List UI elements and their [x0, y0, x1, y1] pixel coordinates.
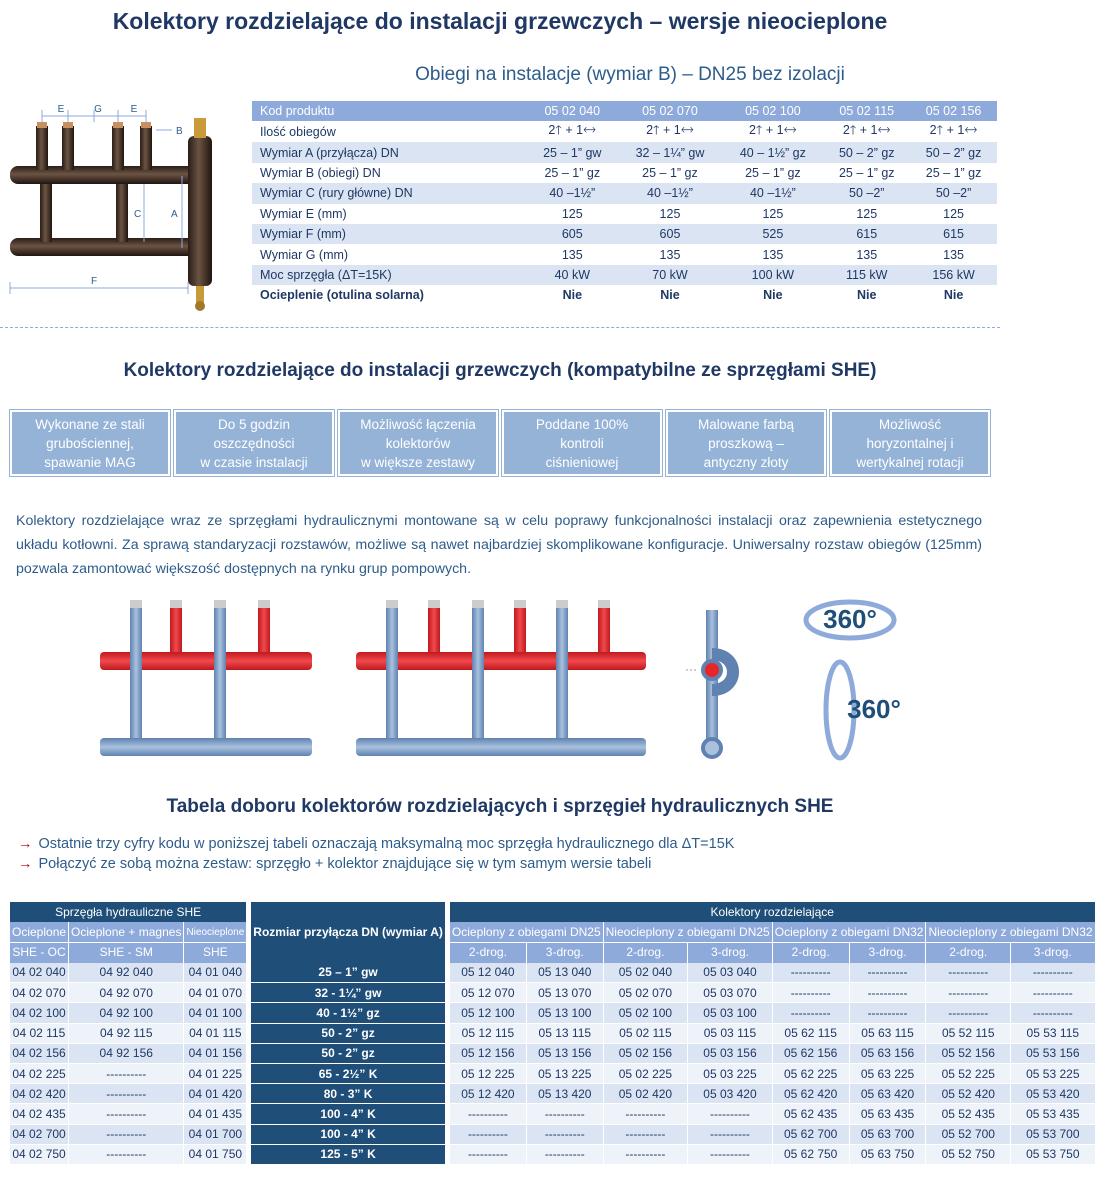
- table-cell: 05 02 040: [603, 963, 688, 983]
- table-cell: 05 03 070: [688, 983, 773, 1003]
- spec-cell: 2🡑 + 1🡘: [748, 123, 797, 138]
- coupler-column-header: Ocieplone + magnes: [69, 922, 184, 942]
- spec-cell: 100 kW: [722, 265, 823, 285]
- table-cell: 05 52 156: [926, 1043, 1011, 1063]
- collector-side-profile: [686, 610, 733, 757]
- spec-row-label: Moc sprzęgła (ΔT=15K): [252, 265, 527, 285]
- spec-row: [252, 265, 997, 285]
- table-cell: 04 02 435: [10, 1104, 69, 1124]
- collector-3way-schematic: [356, 600, 646, 756]
- table-cell: 05 02 156: [603, 1043, 688, 1063]
- table-cell: 05 13 100: [526, 1003, 603, 1023]
- spec-cell: 2🡑 + 1🡘: [646, 123, 694, 138]
- spec-cell: 2🡑 + 1🡘: [929, 123, 978, 138]
- table-cell: 04 01 115: [184, 1023, 247, 1043]
- table-cell: 05 62 700: [772, 1124, 849, 1144]
- dim-label-c: C: [134, 209, 142, 220]
- spec-header-label: Kod produktu: [252, 101, 527, 121]
- collector-schematics: [90, 590, 950, 780]
- spec-cell: 25 – 1” gz: [745, 165, 801, 180]
- table-cell: 05 52 420: [926, 1084, 1011, 1104]
- table-cell: ----------: [450, 1124, 527, 1144]
- way-subheader: 2-drog.: [772, 942, 849, 962]
- table-cell: 05 62 225: [772, 1064, 849, 1084]
- selection-header-row: [10, 942, 1095, 962]
- table-cell: 04 02 225: [10, 1064, 69, 1084]
- table-cell: 05 62 115: [772, 1023, 849, 1043]
- coupler-code-header: SHE - SM: [69, 942, 184, 962]
- table-cell: 04 02 040: [10, 963, 69, 983]
- spec-cell: 156 kW: [910, 265, 997, 285]
- table-cell: 05 52 225: [926, 1064, 1011, 1084]
- collector-column-header: Nieocieplony z obiegami DN32: [926, 922, 1095, 942]
- spec-cell: 25 – 1” gz: [544, 165, 601, 180]
- note-text: Połączyć ze sobą można zestaw: sprzęgło + kolektor znajdujące się w tym samym wersie tabeli: [38, 856, 652, 872]
- table-cell: ----------: [526, 1144, 603, 1164]
- table-row: [10, 963, 1095, 983]
- table-row: [10, 1124, 1095, 1144]
- way-subheader: 3-drog.: [688, 942, 773, 962]
- table-cell: ----------: [69, 1144, 184, 1164]
- table-row: [10, 1104, 1095, 1124]
- spec-cell: 40 –1½”: [618, 183, 723, 203]
- table-cell: 05 63 750: [849, 1144, 926, 1164]
- spec-row: [252, 183, 997, 203]
- table-row: [10, 983, 1095, 1003]
- table-cell: 05 63 420: [849, 1084, 926, 1104]
- dn-size-cell: 32 - 1¼” gw: [251, 983, 445, 1003]
- spec-cell: 125: [762, 206, 784, 221]
- spec-cell: Nie: [562, 288, 583, 303]
- table-cell: ----------: [849, 1003, 926, 1023]
- dn-size-cell: 100 - 4” K: [251, 1124, 445, 1144]
- dn-size-cell: 50 - 2” gz: [251, 1043, 445, 1063]
- dn-size-header: Rozmiar przyłącza DN (wymiar A): [251, 902, 445, 963]
- table-cell: 04 92 156: [69, 1043, 184, 1063]
- way-subheader: 3-drog.: [526, 942, 603, 962]
- group-header-couplers: Sprzęgła hydrauliczne SHE: [10, 902, 247, 922]
- table-cell: ----------: [1011, 963, 1096, 983]
- spec-cell: 70 kW: [618, 265, 723, 285]
- table-cell: ----------: [450, 1104, 527, 1124]
- collector-dimension-diagram: [6, 96, 242, 322]
- table-cell: 05 52 700: [926, 1124, 1011, 1144]
- table-cell: 05 02 100: [603, 1003, 688, 1023]
- spec-row: [252, 244, 997, 264]
- table-cell: 04 92 070: [69, 983, 184, 1003]
- table-cell: 05 63 156: [849, 1043, 926, 1063]
- rotation-label-vertical: 360°: [847, 694, 901, 724]
- table-cell: 04 01 700: [184, 1124, 247, 1144]
- spec-cell: 135: [561, 247, 583, 262]
- table-cell: 05 02 420: [603, 1084, 688, 1104]
- dn-size-cell: 50 - 2” gz: [251, 1023, 445, 1043]
- table-cell: 05 63 435: [849, 1104, 926, 1124]
- feature-box: Możliwość łączenia kolektorów w większe zestawy: [338, 410, 498, 476]
- spec-cell: Nie: [660, 288, 680, 303]
- table-cell: ----------: [69, 1064, 184, 1084]
- feature-box: Możliwość horyzontalnej i wertykalnej rotacji: [830, 410, 990, 476]
- table-cell: 05 12 040: [450, 963, 527, 983]
- table-cell: 05 63 700: [849, 1124, 926, 1144]
- table-cell: ----------: [526, 1124, 603, 1144]
- spec-cell: 40 – 1½” gz: [722, 142, 823, 162]
- table-cell: ----------: [603, 1104, 688, 1124]
- table-cell: 05 62 435: [772, 1104, 849, 1124]
- table-cell: 05 03 100: [688, 1003, 773, 1023]
- table-cell: ----------: [526, 1104, 603, 1124]
- table-cell: 04 01 040: [184, 963, 247, 983]
- spec-cell: 125: [856, 206, 878, 221]
- table-cell: ----------: [450, 1144, 527, 1164]
- feature-box: Malowane farbą proszkową – antyczny złoty: [666, 410, 826, 476]
- spec-row-label: Wymiar B (obiegi) DN: [260, 165, 381, 180]
- spec-cell: 125: [659, 206, 681, 221]
- table-row: [10, 1043, 1095, 1063]
- rotation-label-horizontal: 360°: [823, 604, 877, 634]
- table-cell: 04 01 435: [184, 1104, 247, 1124]
- table-cell: 05 03 040: [688, 963, 773, 983]
- spec-product-code: 05 02 156: [910, 101, 997, 121]
- spec-row-label: Ilość obiegów: [260, 124, 336, 139]
- dim-label-g: G: [94, 104, 102, 115]
- feature-box: Poddane 100% kontroli ciśnieniowej: [502, 410, 662, 476]
- spec-subtitle: Obiegi na instalacje (wymiar B) – DN25 bez izolacji: [415, 64, 845, 85]
- spec-cell: 2🡑 + 1🡘: [548, 123, 597, 138]
- spec-cell: 50 –2”: [910, 183, 997, 203]
- table-cell: ----------: [1011, 1003, 1096, 1023]
- table-cell: 05 63 225: [849, 1064, 926, 1084]
- table-cell: 05 02 225: [603, 1064, 688, 1084]
- spec-cell: 50 – 2” gz: [910, 142, 997, 162]
- spec-header-row: [252, 101, 997, 121]
- selection-table: [10, 902, 1096, 1165]
- spec-cell: 605: [618, 224, 723, 244]
- table-cell: 05 03 115: [688, 1023, 773, 1043]
- spec-cell: Nie: [857, 288, 877, 303]
- spec-row: [252, 204, 997, 224]
- dn-size-cell: 65 - 2½” K: [251, 1064, 445, 1084]
- dim-label-e-right: E: [130, 104, 138, 115]
- table-cell: 05 12 100: [450, 1003, 527, 1023]
- table-row: [10, 1144, 1095, 1164]
- table-cell: 05 53 115: [1011, 1023, 1096, 1043]
- dn-size-cell: 100 - 4” K: [251, 1104, 445, 1124]
- table-cell: 05 13 115: [526, 1023, 603, 1043]
- spec-cell: 25 – 1” gz: [838, 165, 895, 180]
- table-cell: 05 53 435: [1011, 1104, 1096, 1124]
- table-cell: 05 03 225: [688, 1064, 773, 1084]
- spec-cell: 605: [527, 224, 618, 244]
- table-cell: 05 62 750: [772, 1144, 849, 1164]
- dn-size-cell: 80 - 3” K: [251, 1084, 445, 1104]
- table-cell: ----------: [772, 983, 849, 1003]
- dim-label-b: B: [176, 126, 183, 137]
- spec-cell: 125: [561, 206, 583, 221]
- spec-cell: 50 –2”: [823, 183, 910, 203]
- table-cell: 05 62 420: [772, 1084, 849, 1104]
- table-cell: 05 03 420: [688, 1084, 773, 1104]
- selection-header-row: [10, 922, 1095, 942]
- spec-cell: 40 kW: [527, 265, 618, 285]
- collector-column-header: Ocieplony z obiegami DN25: [450, 922, 603, 942]
- collector-2way-schematic: [100, 600, 312, 756]
- feature-box: Wykonane ze stali grubościennej, spawanie MAG: [10, 410, 170, 476]
- table-cell: ----------: [772, 963, 849, 983]
- arrow-right-icon: →: [18, 836, 33, 852]
- table-row: [10, 1084, 1095, 1104]
- table-cell: 04 01 225: [184, 1064, 247, 1084]
- spec-cell: 135: [943, 247, 964, 262]
- spec-cell: 135: [762, 247, 784, 262]
- table-cell: 05 13 040: [526, 963, 603, 983]
- table-cell: 04 02 070: [10, 983, 69, 1003]
- table-cell: 05 02 115: [603, 1023, 688, 1043]
- spec-row-label: Wymiar A (przyłącza) DN: [252, 142, 527, 162]
- table-cell: 04 02 115: [10, 1023, 69, 1043]
- spec-row-label: Ocieplenie (otulina solarna): [260, 288, 424, 303]
- table-cell: ----------: [603, 1124, 688, 1144]
- table-cell: 04 92 115: [69, 1023, 184, 1043]
- spec-row: [252, 285, 997, 305]
- table-cell: 04 01 750: [184, 1144, 247, 1164]
- spec-cell: 615: [823, 224, 910, 244]
- coupler-code-header: SHE: [184, 942, 247, 962]
- table-cell: 05 12 420: [450, 1084, 527, 1104]
- spec-row: [252, 142, 997, 162]
- spec-cell: 25 – 1” gz: [925, 165, 982, 180]
- table-cell: 05 62 156: [772, 1043, 849, 1063]
- way-subheader: 3-drog.: [1011, 942, 1096, 962]
- collector-column-header: Nieocieplony z obiegami DN25: [603, 922, 772, 942]
- group-header-collectors: Kolektory rozdzielające: [450, 902, 1095, 922]
- spec-row: [252, 163, 997, 183]
- table-cell: 05 03 156: [688, 1043, 773, 1063]
- spec-row-label: Wymiar G (mm): [260, 247, 349, 262]
- spec-cell: 25 – 1” gz: [642, 165, 698, 180]
- spec-product-code: 05 02 100: [722, 101, 823, 121]
- spec-cell: 525: [722, 224, 823, 244]
- table-cell: ----------: [688, 1104, 773, 1124]
- table-cell: ----------: [69, 1104, 184, 1124]
- way-subheader: 2-drog.: [926, 942, 1011, 962]
- table-cell: ----------: [69, 1124, 184, 1144]
- spec-table: [252, 101, 997, 306]
- dn-size-cell: 40 - 1½” gz: [251, 1003, 445, 1023]
- spec-row-label: Wymiar E (mm): [260, 206, 347, 221]
- spec-cell: 40 –1½”: [527, 183, 618, 203]
- table-cell: 04 92 100: [69, 1003, 184, 1023]
- table-cell: 05 52 750: [926, 1144, 1011, 1164]
- spec-row-label: Wymiar F (mm): [252, 224, 527, 244]
- spec-cell: 25 – 1” gw: [527, 142, 618, 162]
- spec-cell: 125: [943, 206, 964, 221]
- feature-boxes: [10, 410, 990, 476]
- collector-column-header: Ocieplony z obiegami DN32: [772, 922, 926, 942]
- dim-label-a: A: [171, 209, 178, 220]
- note-line: [18, 856, 651, 872]
- table-cell: 04 01 420: [184, 1084, 247, 1104]
- spec-row: [252, 121, 997, 142]
- section-title-compatible: Kolektory rozdzielające do instalacji grzewczych (kompatybilne ze sprzęgłami SHE): [123, 360, 877, 381]
- spec-cell: 40 –1½”: [722, 183, 823, 203]
- table-cell: 05 52 435: [926, 1104, 1011, 1124]
- dn-size-cell: 125 - 5” K: [251, 1144, 445, 1164]
- arrow-right-icon: →: [18, 856, 33, 872]
- note-line: [18, 836, 734, 852]
- section-divider: [0, 327, 1000, 328]
- table-cell: 04 02 700: [10, 1124, 69, 1144]
- dn-size-cell: 25 – 1” gw: [251, 963, 445, 983]
- table-cell: ----------: [1011, 983, 1096, 1003]
- table-cell: 05 13 225: [526, 1064, 603, 1084]
- way-subheader: 2-drog.: [603, 942, 688, 962]
- table-cell: ----------: [69, 1084, 184, 1104]
- spec-cell: 115 kW: [823, 265, 910, 285]
- table-cell: 05 53 420: [1011, 1084, 1096, 1104]
- table-cell: ----------: [926, 983, 1011, 1003]
- table-cell: 04 02 420: [10, 1084, 69, 1104]
- table-cell: 05 12 115: [450, 1023, 527, 1043]
- section-title-selection: Tabela doboru kolektorów rozdzielających i sprzęgieł hydraulicznych SHE: [166, 796, 834, 817]
- way-subheader: 2-drog.: [450, 942, 527, 962]
- table-cell: 05 52 115: [926, 1023, 1011, 1043]
- spec-cell: 615: [910, 224, 997, 244]
- table-row: [10, 1023, 1095, 1043]
- spec-row: [252, 224, 997, 244]
- spec-row-label: Wymiar C (rury główne) DN: [252, 183, 527, 203]
- dim-label-f: F: [90, 276, 98, 287]
- table-cell: 05 53 700: [1011, 1124, 1096, 1144]
- spec-product-code: 05 02 115: [823, 101, 910, 121]
- table-cell: ----------: [688, 1124, 773, 1144]
- table-cell: ----------: [688, 1144, 773, 1164]
- table-cell: ----------: [603, 1144, 688, 1164]
- table-cell: 05 12 225: [450, 1064, 527, 1084]
- table-cell: 05 12 070: [450, 983, 527, 1003]
- dim-label-e-left: E: [57, 104, 65, 115]
- spec-cell: 50 – 2” gz: [823, 142, 910, 162]
- table-cell: 05 13 156: [526, 1043, 603, 1063]
- table-cell: 05 53 225: [1011, 1064, 1096, 1084]
- table-cell: 05 13 420: [526, 1084, 603, 1104]
- table-cell: 04 02 156: [10, 1043, 69, 1063]
- rotation-360-icon: [806, 602, 901, 758]
- main-title: Kolektory rozdzielające do instalacji grzewczych – wersje nieocieplone: [112, 8, 888, 34]
- spec-product-code: 05 02 070: [618, 101, 723, 121]
- spec-cell: 135: [856, 247, 878, 262]
- note-text: Ostatnie trzy cyfry kodu w poniższej tabeli oznaczają maksymalną moc sprzęgła hydraulicznego dla ΔT=15K: [38, 836, 735, 852]
- table-cell: 04 01 156: [184, 1043, 247, 1063]
- table-cell: ----------: [849, 983, 926, 1003]
- table-cell: 05 12 156: [450, 1043, 527, 1063]
- table-cell: 04 01 100: [184, 1003, 247, 1023]
- spec-cell: Nie: [763, 288, 783, 303]
- table-cell: ----------: [772, 1003, 849, 1023]
- table-row: [10, 1064, 1095, 1084]
- coupler-column-header: Nieocieplone: [184, 922, 247, 942]
- table-cell: 04 92 040: [69, 963, 184, 983]
- table-cell: 05 02 070: [603, 983, 688, 1003]
- table-cell: 04 01 070: [184, 983, 247, 1003]
- table-cell: ----------: [926, 1003, 1011, 1023]
- spec-product-code: 05 02 040: [527, 101, 618, 121]
- spec-cell: 135: [659, 247, 681, 262]
- coupler-column-header: Ocieplone: [10, 922, 69, 942]
- table-cell: 05 53 750: [1011, 1144, 1096, 1164]
- table-cell: ----------: [849, 963, 926, 983]
- table-cell: 05 53 156: [1011, 1043, 1096, 1063]
- spec-cell: Nie: [943, 288, 964, 303]
- spec-cell: 2🡑 + 1🡘: [842, 123, 891, 138]
- table-cell: ----------: [926, 963, 1011, 983]
- table-cell: 05 63 115: [849, 1023, 926, 1043]
- table-cell: 05 13 070: [526, 983, 603, 1003]
- table-row: [10, 1003, 1095, 1023]
- spec-cell: 32 – 1¼” gw: [618, 142, 723, 162]
- feature-box: Do 5 godzin oszczędności w czasie instalacji: [174, 410, 334, 476]
- description-paragraph: Kolektory rozdzielające wraz ze sprzęgłami hydraulicznymi montowane są w celu poprawy funkcjonalności instalacji oraz zapewnienia estetycznego układu kotłowni. Za sprawą standaryzacji rozstawów, możliwe są nawet najbardziej skomplikowane konfiguracje. Uniwersalny rozstaw obiegów (125mm) pozwala zamontować większość dostępnych na rynku grup pompowych.: [16, 513, 982, 577]
- table-cell: 04 02 100: [10, 1003, 69, 1023]
- way-subheader: 3-drog.: [849, 942, 926, 962]
- selection-header-row: [10, 902, 1095, 922]
- table-cell: 04 02 750: [10, 1144, 69, 1164]
- coupler-code-header: SHE - OC: [10, 942, 69, 962]
